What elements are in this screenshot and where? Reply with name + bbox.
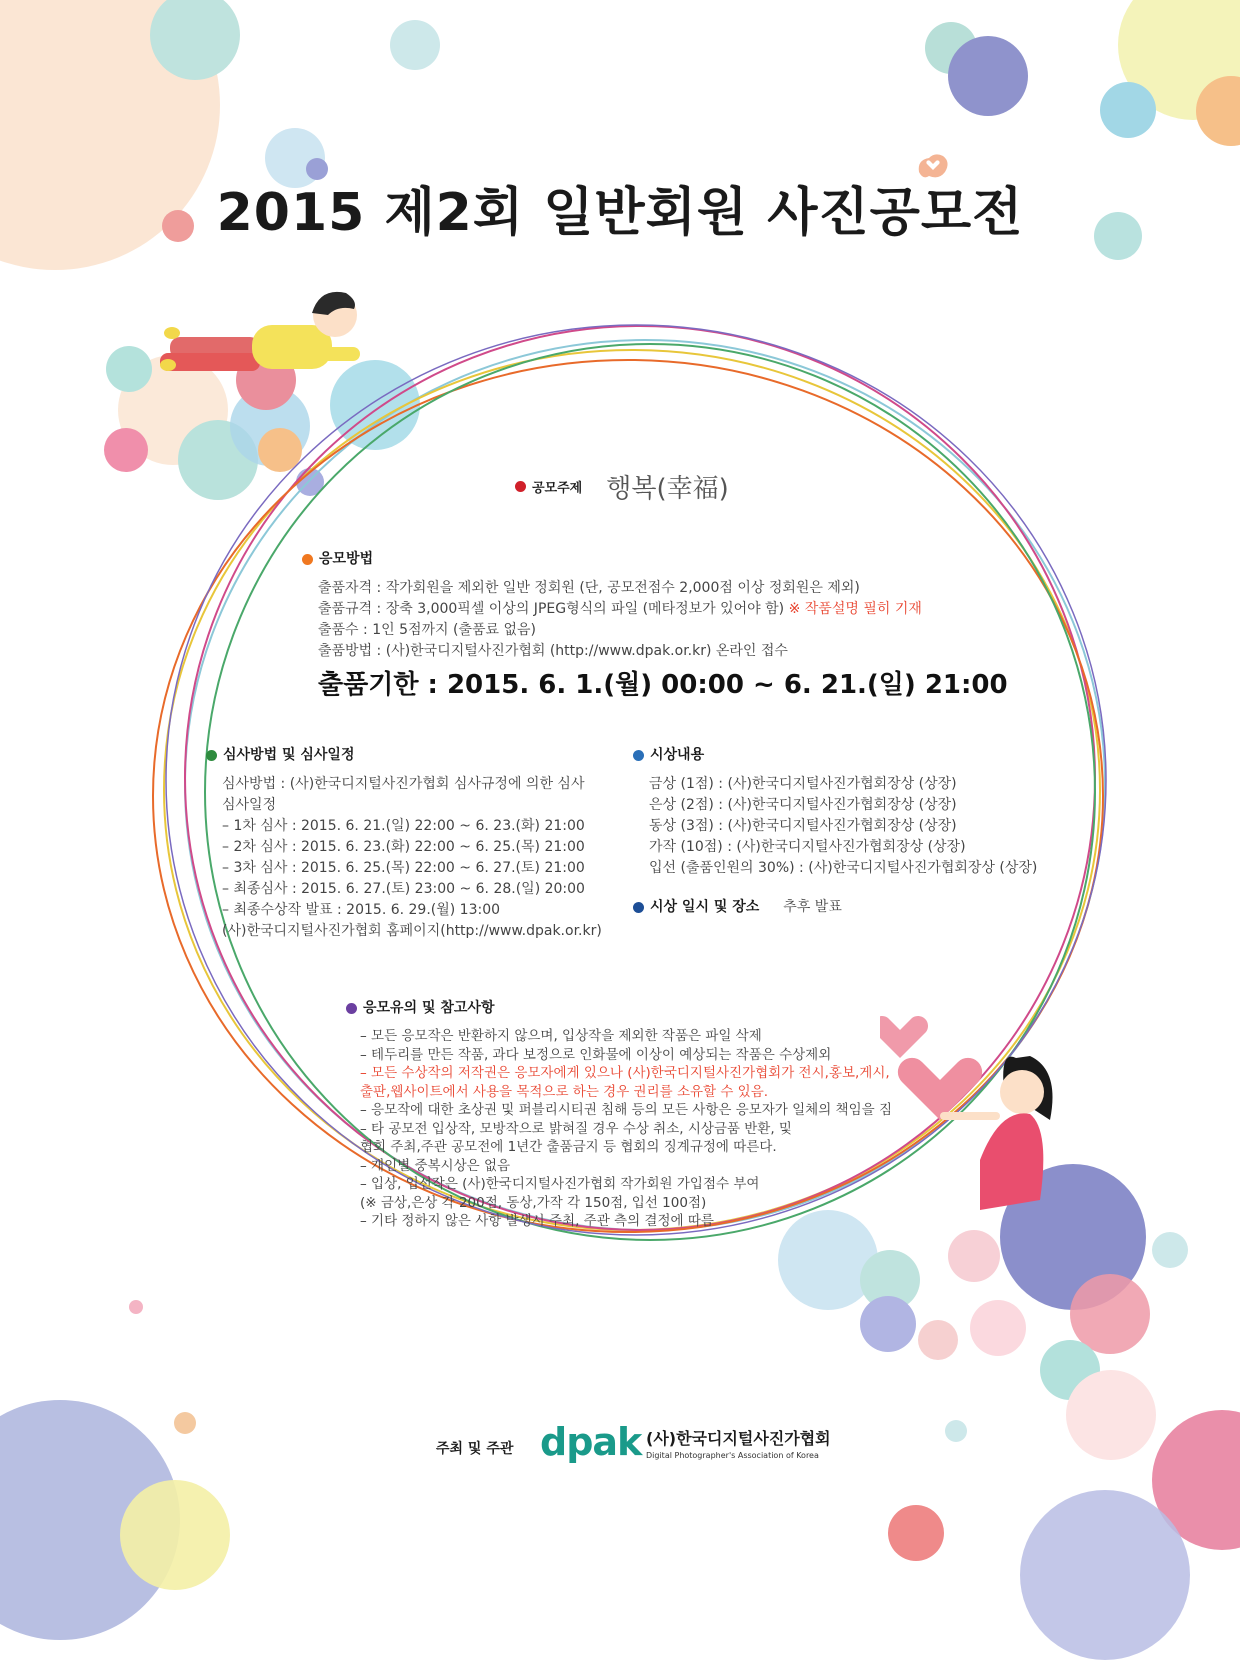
application-note-red: ※ 작품설명 필히 기재 [784, 601, 922, 617]
bullet-red-icon [515, 481, 526, 492]
judging-line: – 3차 심사 : 2015. 6. 25.(목) 22:00 ~ 6. 27.(토) 21:00 [222, 860, 585, 876]
judging-heading: 심사방법 및 심사일정 [223, 747, 355, 763]
judging-section [206, 744, 602, 942]
judging-line: 심사방법 : (사)한국디지털사진가협회 심사규정에 의한 심사 [222, 776, 585, 792]
application-heading: 응모방법 [319, 551, 374, 567]
org-name: (사)한국디지털사진가협회 [646, 1429, 831, 1448]
dpak-logo [540, 1420, 641, 1464]
ceremony-section [633, 896, 842, 916]
bullet-orange-icon [302, 554, 313, 565]
boy-illustration [160, 285, 420, 415]
judging-line: – 2차 심사 : 2015. 6. 23.(화) 22:00 ~ 6. 25.(목) 21:00 [222, 839, 585, 855]
judging-line: (사)한국디지털사진가협회 홈페이지(http://www.dpak.or.kr) [222, 923, 602, 939]
application-line: 출품방법 : (사)한국디지털사진가협회 (http://www.dpak.or.kr) 온라인 접수 [318, 643, 788, 659]
judging-line: – 최종심사 : 2015. 6. 27.(토) 23:00 ~ 6. 28.(일) 20:00 [222, 881, 585, 897]
theme-value: 행복(幸福) [606, 474, 729, 504]
award-line: 금상 (1점) : (사)한국디지털사진가협회장상 (상장) [649, 776, 957, 792]
award-line: 동상 (3점) : (사)한국디지털사진가협회장상 (상장) [649, 818, 957, 834]
theme-label: 공모주제 [532, 481, 583, 496]
application-section [302, 548, 1008, 701]
note-line: – 응모작에 대한 초상권 및 퍼블리시티권 침해 등의 모든 사항은 응모자가 일체의 책임을 짐 [360, 1102, 893, 1118]
bullet-green-icon [206, 750, 217, 761]
ceremony-value: 추후 발표 [783, 899, 842, 915]
note-line: 출판,웹사이트에서 사용을 목적으로 하는 경우 권리를 소유할 수 있음. [360, 1083, 769, 1100]
judging-line: 심사일정 [222, 797, 277, 813]
awards-heading: 시상내용 [650, 747, 705, 763]
award-line: 은상 (2점) : (사)한국디지털사진가협회장상 (상장) [649, 797, 957, 813]
application-line: 출품수 : 1인 5점까지 (출품료 없음) [318, 622, 536, 638]
award-line: 입선 (출품인원의 30%) : (사)한국디지털사진가협회장상 (상장) [649, 860, 1038, 876]
girl-illustration [880, 1010, 1080, 1240]
judging-line: – 최종수상작 발표 : 2015. 6. 29.(월) 13:00 [222, 902, 501, 918]
theme-row [515, 468, 729, 505]
application-line: 출품자격 : 작가회원을 제외한 일반 정회원 (단, 공모전점수 2,000점 이상 정회원은 제외) [318, 580, 860, 596]
page-title: 2015 제2회 일반회원 사진공모전 [216, 183, 1024, 243]
ceremony-heading: 시상 일시 및 장소 [650, 899, 760, 915]
award-line: 가작 (10점) : (사)한국디지털사진가협회장상 (상장) [649, 839, 966, 855]
deadline-text: 출품기한 : 2015. 6. 1.(월) 00:00 ~ 6. 21.(일) 21:00 [318, 670, 1008, 700]
note-line: – 모든 응모작은 반환하지 않으며, 입상작을 제외한 작품은 파일 삭제 [360, 1028, 762, 1044]
bullet-navy-icon [633, 902, 644, 913]
note-line: – 모든 수상작의 저작권은 응모자에게 있으나 (사)한국디지털사진가협회가 전시,홍보,게시, [360, 1065, 890, 1081]
application-line: 출품규격 : 장축 3,000픽셀 이상의 JPEG형식의 파일 (메타정보가 있어야 함) [318, 601, 785, 617]
note-line: (※ 금상,은상 각 200점, 동상,가작 각 150점, 입선 100점) [360, 1194, 707, 1211]
sponsor-label: 주최 및 주관 [436, 1441, 514, 1457]
awards-section [633, 744, 1037, 879]
note-line: – 타 공모전 입상작, 모방작으로 밝혀질 경우 수상 취소, 시상금품 반환, 및 [360, 1120, 792, 1137]
org-english: Digital Photographer's Association of Korea [646, 1451, 819, 1460]
note-line: – 기타 정하지 않은 사항 발생시 주최, 주관 측의 결정에 따름 [360, 1213, 714, 1229]
bullet-purple-icon [346, 1003, 357, 1014]
notes-heading: 응모유의 및 참고사항 [363, 1000, 495, 1016]
judging-line: – 1차 심사 : 2015. 6. 21.(일) 22:00 ~ 6. 23.(화) 21:00 [222, 818, 585, 834]
note-line: – 개인별 중복시상은 없음 [360, 1157, 511, 1174]
org-name-block [646, 1426, 831, 1460]
note-line: – 입상, 입선작은 (사)한국디지털사진가협회 작가회원 가입점수 부여 [360, 1176, 760, 1192]
logo-text: dpak [540, 1420, 642, 1464]
bullet-blue-icon [633, 750, 644, 761]
note-line: – 테두리를 만든 작품, 과다 보정으로 인화물에 이상이 예상되는 작품은 수상제외 [360, 1046, 832, 1063]
note-line: 협회 주최,주관 공모전에 1년간 출품금지 등 협회의 징계규정에 따른다. [360, 1139, 777, 1155]
notes-section [346, 997, 892, 1231]
